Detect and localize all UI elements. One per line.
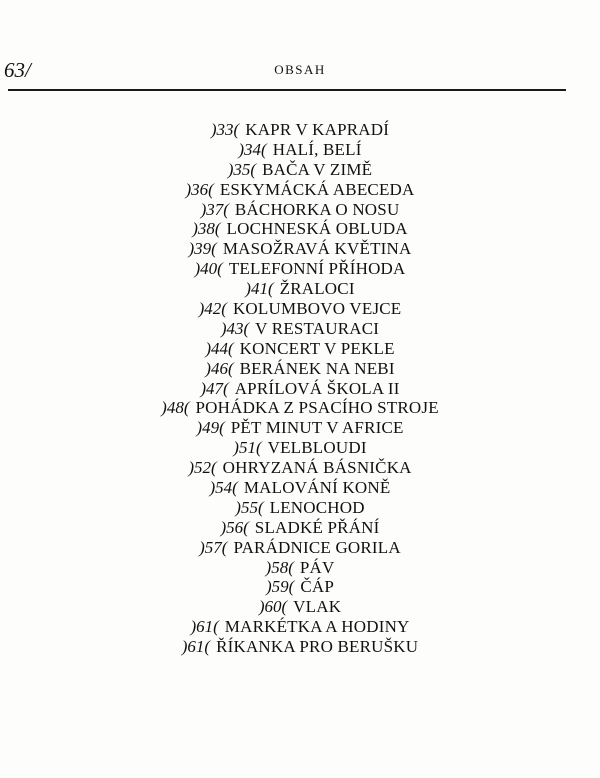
toc-entry-title: TELEFONNÍ PŘÍHODA	[228, 259, 406, 279]
toc-entry	[0, 597, 600, 617]
toc-entry	[0, 299, 600, 319]
toc-entry-title: MARKÉTKA A HODINY	[224, 617, 410, 637]
toc-entry	[0, 498, 600, 518]
toc-page-number: )59(	[266, 577, 295, 597]
toc-entry-title: POHÁDKA Z PSACÍHO STROJE	[195, 398, 439, 418]
toc-entry	[0, 219, 600, 239]
toc-entry	[0, 339, 600, 359]
toc-entry-title: PĚT MINUT V AFRICE	[230, 418, 404, 438]
toc-entry	[0, 577, 600, 597]
toc-entry	[0, 259, 600, 279]
toc-entry-title: VLAK	[293, 597, 342, 617]
toc-entry-title: ESKYMÁCKÁ ABECEDA	[219, 179, 415, 199]
toc-page-number: )58(	[265, 557, 294, 577]
toc-entry-title: PARÁDNICE GORILA	[233, 537, 401, 557]
toc-page-number: )41(	[245, 279, 274, 299]
toc-entry-title: SLADKÉ PŘÁNÍ	[254, 517, 380, 537]
toc-entry	[0, 239, 600, 259]
toc-entry-title: APRÍLOVÁ ŠKOLA II	[234, 378, 400, 398]
toc-entry-title: PÁV	[299, 557, 335, 577]
toc-page-number: )46(	[205, 358, 234, 378]
toc-page-number: )61(	[190, 617, 219, 637]
toc-page-number: )40(	[194, 259, 223, 279]
toc-page-number: )33(	[210, 120, 240, 139]
toc-entry-title: BÁCHORKA O NOSU	[234, 199, 400, 219]
page-number: 63/	[4, 58, 31, 82]
toc-page-number: )47(	[200, 378, 229, 398]
toc-entry	[0, 140, 600, 160]
toc-page-number: )39(	[188, 239, 217, 259]
toc-entry-title: OHRYZANÁ BÁSNIČKA	[222, 458, 412, 478]
toc-page-number: )38(	[192, 219, 221, 239]
toc-entry-title: ŽRALOCI	[279, 279, 355, 299]
toc-page-number: )37(	[200, 199, 229, 219]
toc-page-number: )56(	[220, 517, 249, 537]
toc-entry	[0, 418, 600, 438]
toc-page-number: )51(	[233, 438, 262, 458]
toc-entry	[0, 279, 600, 299]
toc-page-number: )44(	[205, 338, 234, 358]
toc-entry	[0, 359, 600, 379]
toc-entry-title: MASOŽRAVÁ KVĚTINA	[222, 239, 412, 259]
toc-page-number: )35(	[227, 159, 257, 179]
toc-entry-title: ČÁP	[300, 577, 334, 597]
page-header	[0, 58, 600, 88]
toc-entry	[0, 617, 600, 637]
toc-page-number: )36(	[185, 179, 214, 199]
toc-entry	[0, 518, 600, 538]
running-title: OBSAH	[274, 62, 326, 77]
toc-page-number: )43(	[220, 318, 250, 338]
toc-entry-title: BAČA V ZIMĚ	[262, 159, 373, 179]
toc-entry	[0, 637, 600, 657]
toc-entry	[0, 538, 600, 558]
toc-entry	[0, 200, 600, 220]
toc-entry	[0, 120, 600, 140]
toc-entry	[0, 478, 600, 498]
toc-entry	[0, 398, 600, 418]
toc-entry	[0, 160, 600, 180]
toc-page-number: )52(	[188, 458, 217, 478]
toc-entry-title: BERÁNEK NA NEBI	[239, 358, 395, 378]
toc-page-number: )57(	[199, 537, 228, 557]
toc-entry-title: MALOVÁNÍ KONĚ	[243, 478, 391, 498]
toc-entry-title: KOLUMBOVO VEJCE	[232, 299, 402, 319]
toc-page-number: )34(	[238, 139, 267, 159]
toc-entry-title: KAPR V KAPRADÍ	[245, 120, 390, 139]
toc-entry-title: V RESTAURACI	[255, 318, 380, 338]
toc-page-number: )60(	[258, 597, 288, 617]
toc-entry	[0, 180, 600, 200]
toc-page-number: )61(	[181, 637, 211, 657]
toc-page-number: )54(	[209, 478, 238, 498]
toc-entry-title: ŘÍKANKA PRO BERUŠKU	[216, 637, 419, 657]
toc-entry	[0, 458, 600, 478]
toc-entry	[0, 379, 600, 399]
header-rule	[8, 89, 566, 91]
toc-page-number: )42(	[198, 299, 227, 319]
toc-entry-title: VELBLOUDI	[267, 438, 367, 458]
toc-entry	[0, 319, 600, 339]
toc-page-number: )55(	[235, 497, 264, 517]
toc-entry-title: KONCERT V PEKLE	[239, 338, 395, 358]
toc-entry	[0, 558, 600, 578]
toc-entry-title: HALÍ, BELÍ	[272, 139, 362, 159]
toc-entry	[0, 438, 600, 458]
table-of-contents	[0, 120, 600, 657]
toc-page-number: )48(	[161, 398, 190, 418]
toc-page-number: )49(	[196, 418, 225, 438]
toc-entry-title: LENOCHOD	[269, 497, 365, 517]
toc-entry-title: LOCHNESKÁ OBLUDA	[226, 219, 408, 239]
